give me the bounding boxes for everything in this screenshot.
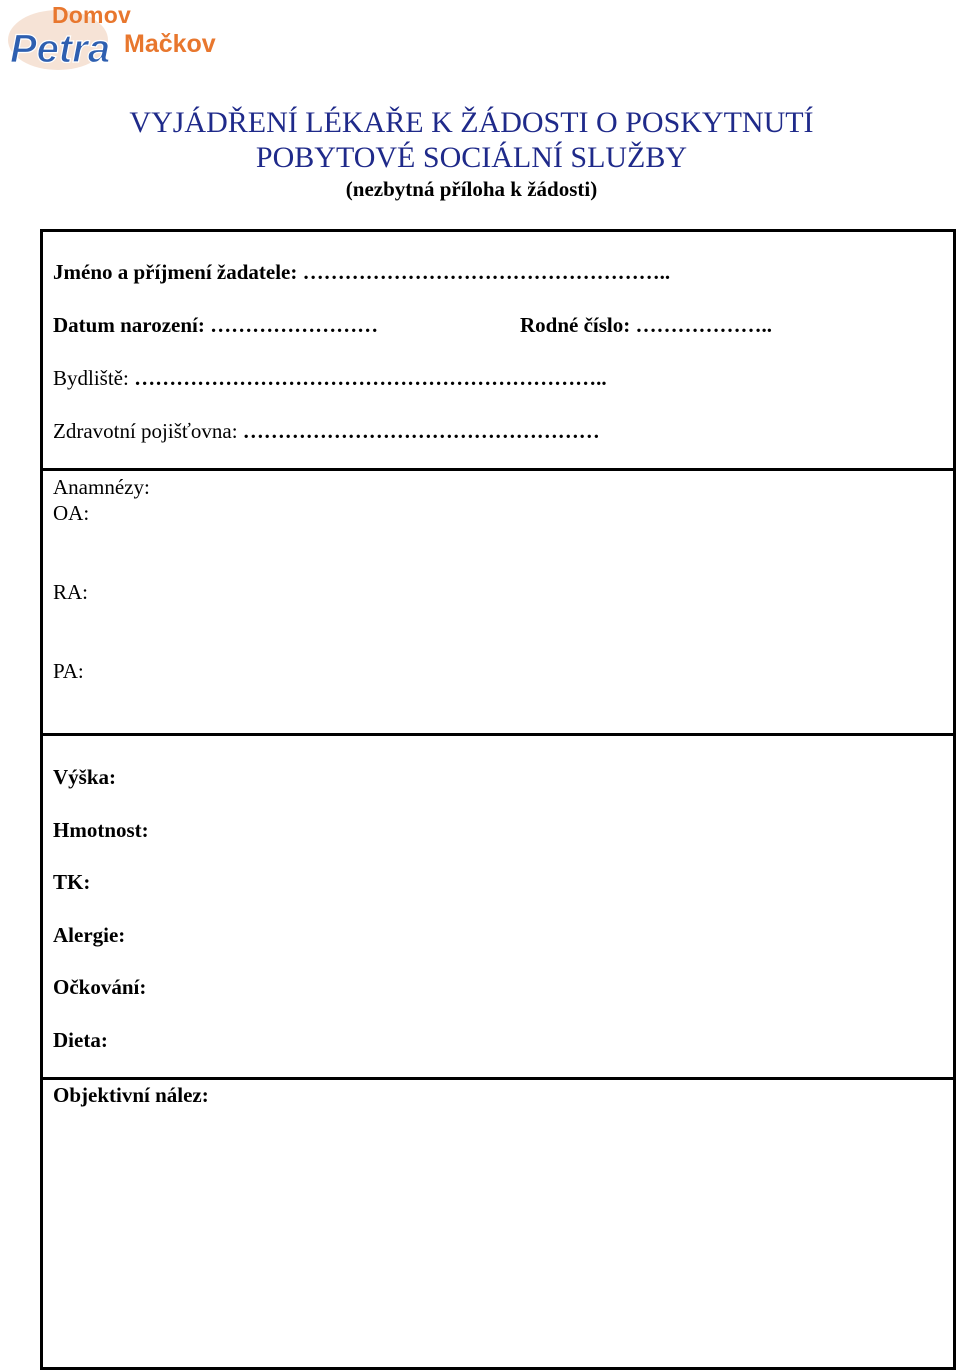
personal-info-section (40, 229, 956, 471)
logo-word-domov: Domov (52, 2, 131, 28)
blood-pressure-label[interactable]: TK: (53, 870, 91, 894)
diet-label[interactable]: Dieta: (53, 1028, 108, 1052)
objective-findings-label: Objektivní nález: (53, 1083, 209, 1107)
oa-label[interactable]: OA: (53, 501, 90, 525)
address-dots: ………………………………………………………….. (134, 366, 607, 390)
birth-number-label: Rodné číslo: (520, 313, 631, 337)
birth-date-label: Datum narození: (53, 313, 205, 337)
logo-word-mackov: Mačkov (124, 30, 216, 58)
document-title-line-2: POBYTOVÉ SOCIÁLNÍ SLUŽBY (255, 141, 688, 174)
birth-date-field[interactable] (53, 313, 378, 338)
anamnesis-label: Anamnézy: (53, 475, 150, 499)
address-label: Bydliště: (53, 366, 129, 390)
insurance-label: Zdravotní pojišťovna: (53, 419, 238, 443)
birth-number-dots: ……………….. (635, 313, 772, 337)
insurance-field[interactable] (53, 419, 600, 444)
weight-label[interactable]: Hmotnost: (53, 818, 149, 842)
document-heading (0, 105, 943, 203)
name-label: Jméno a příjmení žadatele: (53, 260, 298, 284)
birth-date-dots: …………………… (210, 313, 379, 337)
vaccination-label[interactable]: Očkování: (53, 975, 147, 999)
allergy-label[interactable]: Alergie: (53, 923, 126, 947)
measurements-section (40, 733, 956, 1080)
document-title-line-1: VYJÁDŘENÍ LÉKAŘE K ŽÁDOSTI O POSKYTNUTÍ (129, 106, 814, 139)
insurance-dots: …………………………………………… (242, 419, 600, 443)
anamnesis-section (40, 468, 956, 736)
name-field[interactable] (53, 260, 670, 285)
name-dots: …………………………………………….. (302, 260, 671, 284)
pa-label[interactable]: PA: (53, 659, 84, 683)
birth-number-field[interactable] (520, 313, 772, 338)
address-field[interactable] (53, 366, 607, 391)
height-label[interactable]: Výška: (53, 765, 117, 789)
ra-label[interactable]: RA: (53, 580, 89, 604)
objective-findings-section[interactable] (40, 1077, 956, 1370)
logo-word-petra: Petra (10, 27, 111, 71)
document-subtitle: (nezbytná příloha k žádosti) (345, 177, 598, 201)
organization-logo (6, 2, 236, 72)
